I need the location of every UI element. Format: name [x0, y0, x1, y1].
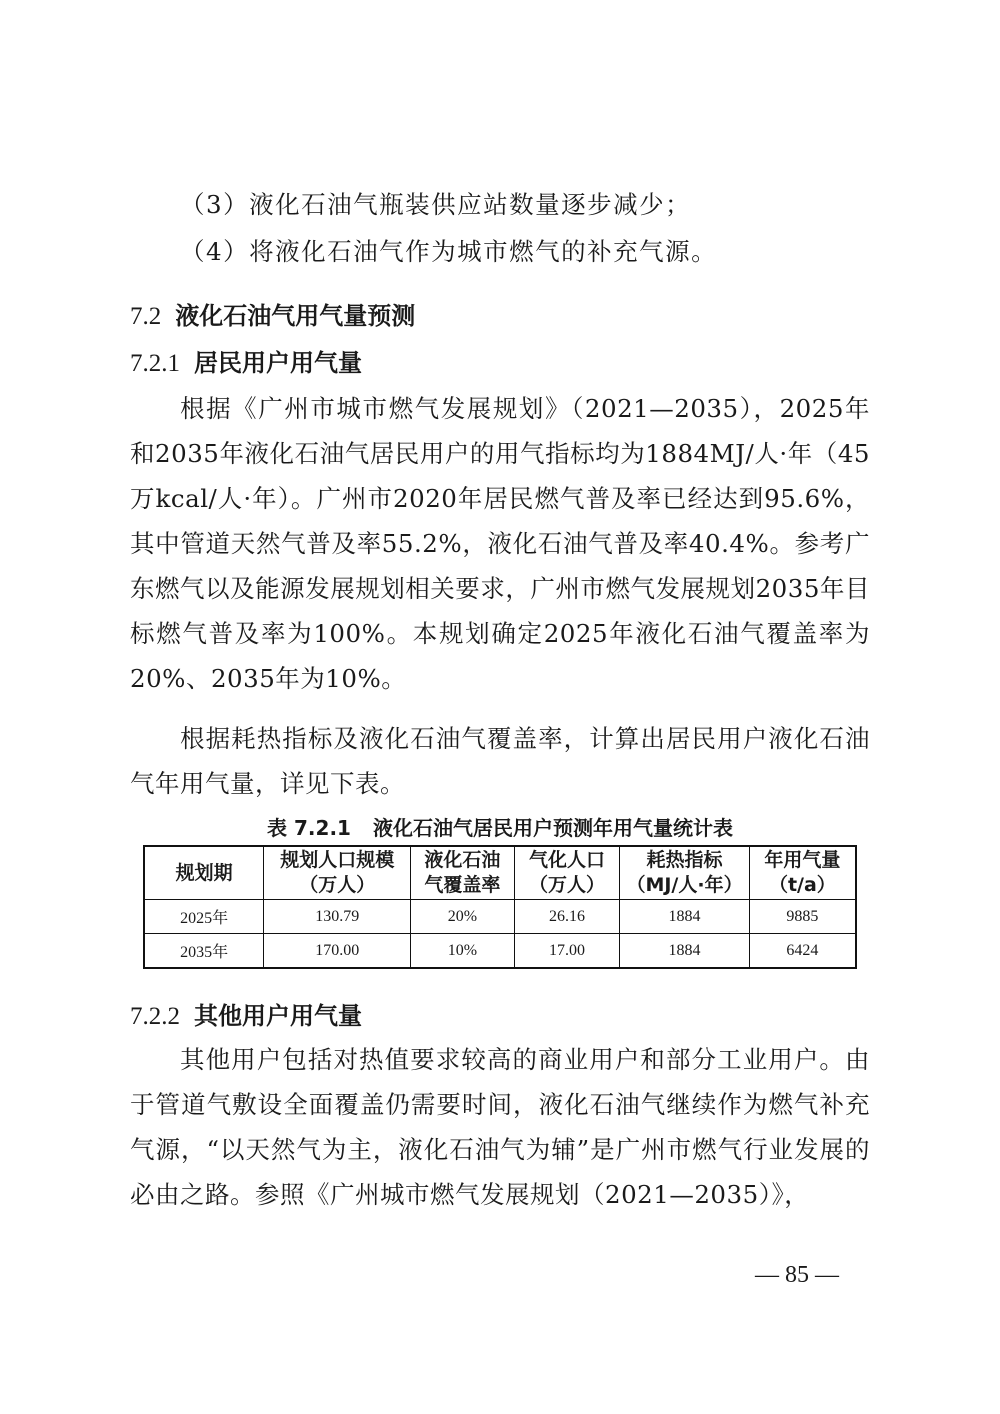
header-cell: 气化人口 （万人）	[514, 846, 620, 900]
body-paragraph-other-users: 其他用户包括对热值要求较高的商业用户和部分工业用户。由于管道气敷设全面覆盖仍需要时间，液化石油气继续作为燃气补充气源，“以天然气为主，液化石油气为辅”是广州市燃气行业发展的必由之路。参照《广州城市燃气发展规划（2021—2035）》，	[130, 1045, 870, 1209]
table-row	[144, 900, 856, 934]
table-cell: 10%	[411, 934, 515, 969]
table-row	[144, 934, 856, 969]
table-cell: 2035年	[144, 934, 264, 969]
table-header-row	[144, 846, 856, 900]
table-cell: 170.00	[264, 934, 411, 969]
header-cell: 年用气量 （t/a）	[749, 846, 856, 900]
section-title: 其他用户用气量	[194, 1002, 362, 1030]
table-title: 液化石油气居民用户预测年用气量统计表	[372, 816, 733, 840]
table-cell: 6424	[749, 934, 856, 969]
table-cell: 26.16	[514, 900, 620, 934]
section-title: 居民用户用气量	[194, 349, 362, 377]
list-item: （3）液化石油气瓶装供应站数量逐步减少；	[180, 190, 692, 219]
body-paragraph-calculation: 根据耗热指标及液化石油气覆盖率，计算出居民用户液化石油气年用气量，详见下表。	[130, 724, 870, 798]
section-heading-7-2	[130, 296, 415, 331]
header-cell: 液化石油 气覆盖率	[411, 846, 515, 900]
header-cell: 耗热指标 （MJ/人·年）	[620, 846, 749, 900]
section-title: 液化石油气用气量预测	[175, 302, 416, 330]
table-cell: 130.79	[264, 900, 411, 934]
body-paragraph-residential: 根据《广州市城市燃气发展规划》（2021—2035），2025年和2035年液化石油气居民用户的用气指标均为1884MJ/人·年（45万kcal/人·年）。广州市2020年居民燃气普及率已经达到95.6%，其中管道天然气普及率55.2%，液化石油气普及率40.4%。参考广东燃气以及能源发展规划相关要求，广州市燃气发展规划2035年目标燃气普及率为100%。本规划确定2025年液化石油气覆盖率为20%、2035年为10%。	[130, 394, 870, 693]
table-caption	[0, 812, 1000, 841]
section-number: 7.2.1	[130, 350, 180, 377]
header-cell: 规划人口规模 （万人）	[264, 846, 411, 900]
header-cell: 规划期	[144, 846, 264, 900]
table-cell: 9885	[749, 900, 856, 934]
page-number: — 85 —	[755, 1262, 839, 1288]
section-number: 7.2.2	[130, 1003, 180, 1030]
table-cell: 1884	[620, 900, 749, 934]
table-cell: 20%	[411, 900, 515, 934]
table-cell: 1884	[620, 934, 749, 969]
table-number: 表 7.2.1	[267, 816, 351, 840]
lpg-consumption-table	[143, 845, 857, 969]
section-heading-7-2-1	[130, 343, 362, 378]
section-number: 7.2	[130, 303, 162, 330]
table-cell: 17.00	[514, 934, 620, 969]
list-item: （4）将液化石油气作为城市燃气的补充气源。	[180, 237, 718, 266]
section-heading-7-2-2	[130, 996, 362, 1031]
table-cell: 2025年	[144, 900, 264, 934]
